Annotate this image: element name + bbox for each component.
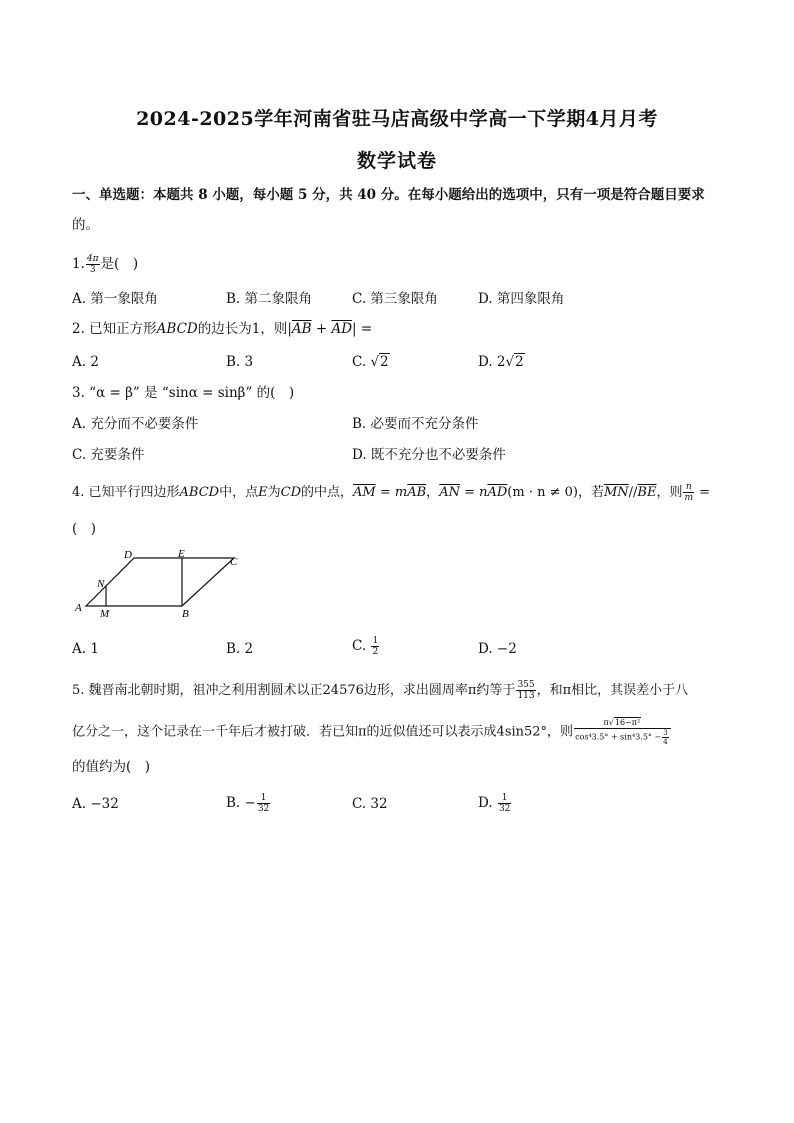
q5-frac-355-113 — [516, 680, 535, 701]
q2-text-mid: 的边长为1，则| — [197, 321, 292, 337]
q5-option-b — [226, 793, 271, 814]
q2-option-a: A. 2 — [72, 354, 99, 370]
q1-option-a: A. 第一象限角 — [72, 291, 158, 307]
q4-frac-den: m — [684, 493, 694, 503]
q4-option-c — [352, 636, 380, 657]
exam-title: 2024-2025学年河南省驻马店高级中学高一下学期4月月考 — [136, 108, 658, 130]
q4-abcd: ABCD — [179, 485, 220, 500]
q4-vec-mn: $\overline{MN}$ — [603, 485, 629, 500]
label-c: C — [230, 556, 238, 568]
q5-l1b: ，和π相比，其误差小于八 — [536, 683, 689, 698]
q4-t2: 中，点 — [219, 485, 259, 500]
q5-b-num: 1 — [257, 793, 270, 804]
q5-big-num: π√16−π² — [574, 718, 671, 729]
q5-d-prefix: D. — [478, 795, 497, 811]
q3-option-d: D. 既不充分也不必要条件 — [352, 447, 506, 463]
q1-option-b: B. 第二象限角 — [226, 291, 313, 307]
parallelogram-abcd — [86, 558, 234, 606]
q5-b-den: 32 — [257, 804, 270, 814]
q1-option-d: D. 第四象限角 — [478, 291, 565, 307]
label-b: B — [182, 608, 189, 620]
q5-d-fraction — [498, 793, 511, 814]
q1-tail: 是( ) — [100, 256, 139, 272]
label-d: D — [124, 549, 132, 561]
q4-vec-be: $\overline{BE}$ — [637, 485, 657, 500]
q2-text-pre: 2. 已知正方形 — [72, 321, 157, 337]
question-3: 3. “α = β” 是 “sinα = sinβ” 的( ) — [72, 385, 295, 401]
q2-c-prefix: C. — [352, 354, 371, 370]
q4-then: ，则 — [656, 485, 683, 500]
q5-small-num: 3 — [663, 729, 668, 737]
q3-option-c: C. 充要条件 — [72, 447, 145, 463]
q2-option-b: B. 3 — [226, 354, 254, 370]
q4-option-d: D. −2 — [478, 641, 517, 657]
q5-f-den: 113 — [517, 691, 535, 701]
q2-vector-ad: $\overline{AD}$ — [331, 321, 353, 337]
q4-frac-num: n — [683, 482, 694, 493]
question-5-line2 — [72, 718, 672, 746]
q2-vector-ab: $\overline{AB}$ — [291, 321, 312, 337]
q5-b-fraction — [257, 793, 270, 814]
q4-vec-am: $\overline{AM}$ — [353, 485, 376, 500]
q5-d-num: 1 — [498, 793, 511, 804]
q4-answer-blank: ( ) — [72, 521, 97, 537]
q1-frac-num: 4π — [86, 254, 99, 264]
q5-big-den-text: cos⁴3.5° + sin⁴3.5° − — [575, 732, 662, 742]
q2-square-name: ABCD — [156, 321, 198, 337]
q1-option-c: C. 第三象限角 — [352, 291, 438, 307]
question-1 — [72, 254, 138, 275]
q4-option-a: A. 1 — [72, 641, 99, 657]
q4-end: = — [695, 485, 711, 500]
question-5-line3: 的值约为( ) — [72, 759, 151, 775]
q5-l1a: 5. 魏晋南北朝时期，祖冲之利用割圆术以正24576边形，求出圆周率π约等于 — [72, 683, 516, 698]
q4-c-fraction — [371, 636, 379, 657]
q5-big-num-pi: π — [603, 718, 609, 727]
q5-big-num-rad: 16−π² — [614, 718, 641, 727]
label-m: M — [100, 608, 110, 620]
q5-option-d — [478, 793, 512, 814]
section-heading-line2: 的。 — [72, 217, 99, 233]
q5-option-a: A. −32 — [72, 796, 119, 812]
q4-e: E — [258, 485, 268, 500]
q4-vec-ab: $\overline{AB}$ — [407, 485, 427, 500]
q1-fraction — [86, 254, 100, 275]
q5-small-fraction — [662, 729, 668, 746]
q4-c-den: 2 — [372, 647, 379, 657]
q2-option-c: C. √2 — [352, 354, 389, 370]
q2-option-d: D. 2√2 — [478, 354, 524, 370]
q2-d-prefix: D. 2 — [478, 354, 506, 370]
q5-option-c: C. 32 — [352, 796, 388, 812]
q1-number: 1. — [72, 256, 85, 272]
q5-d-den: 32 — [498, 804, 511, 814]
q4-cd: CD — [280, 485, 302, 500]
q5-f-num: 355 — [517, 680, 535, 690]
q4-t4: 的中点， — [301, 485, 354, 500]
q4-t3: 为 — [267, 485, 281, 500]
section-heading-line1: 一、单选题：本题共 8 小题，每小题 5 分，共 40 分。在每小题给出的选项中，只有一项是符合题目要求 — [72, 187, 705, 203]
q4-eq2: = n — [459, 485, 488, 500]
q3-option-a: A. 充分而不必要条件 — [72, 416, 199, 432]
q4-comma: ， — [426, 485, 440, 500]
q4-t1: 4. 已知平行四边形 — [72, 485, 180, 500]
q5-small-den: 4 — [663, 738, 668, 746]
q4-cond: (m · n ≠ 0)，若 — [507, 485, 604, 500]
q2-plus: + — [311, 321, 332, 337]
label-a: A — [75, 602, 82, 614]
q5-b-prefix: B. − — [226, 795, 256, 811]
q4-eq1: = m — [375, 485, 408, 500]
q1-frac-den: 3 — [89, 265, 96, 275]
label-n: N — [97, 578, 105, 590]
q2-text-end: | = — [352, 321, 373, 337]
exam-subtitle: 数学试卷 — [356, 150, 437, 172]
q4-c-prefix: C. — [352, 638, 371, 654]
q5-l2a: 亿分之一，这个记录在一千年后才被打破．若已知π的近似值还可以表示成4sin52°，则 — [72, 724, 574, 740]
q4-vec-ad: $\overline{AD}$ — [487, 485, 508, 500]
q4-fraction — [683, 482, 694, 503]
question-2 — [72, 320, 372, 338]
q5-big-fraction — [574, 718, 671, 746]
q3-option-b: B. 必要而不充分条件 — [352, 416, 479, 432]
q2-d-radicand: 2 — [515, 354, 524, 370]
parallelogram-figure — [72, 546, 252, 622]
question-4 — [72, 482, 710, 503]
q4-parallel: // — [628, 485, 638, 500]
label-e: E — [178, 548, 185, 560]
question-5-line1 — [72, 680, 688, 701]
q2-c-radicand: 2 — [380, 354, 389, 370]
q4-option-b: B. 2 — [226, 641, 254, 657]
q5-big-den — [574, 729, 671, 746]
q4-vec-an: $\overline{AN}$ — [439, 485, 460, 500]
q4-c-num: 1 — [372, 636, 379, 646]
